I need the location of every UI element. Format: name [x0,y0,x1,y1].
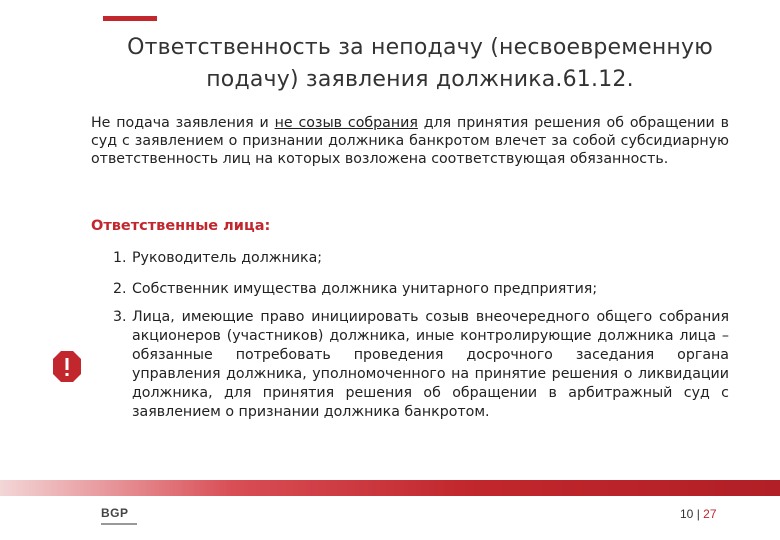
list-item-number: 1. [113,250,127,266]
body-paragraph [91,114,729,168]
exclamation-octagon-icon [52,350,82,383]
list-item [113,249,729,268]
company-logo [101,507,141,529]
paragraph-part-1: Не подача заявления и [91,115,275,131]
page-total: 27 [703,507,717,521]
page-number [680,507,717,521]
list-item-text: Собственник имущества должника унитарного предприятия; [132,281,598,297]
list-item-text: Руководитель должника; [132,250,323,266]
list-item [113,308,729,422]
paragraph-part-2: для принятия решения об обращении в суд с заявлением о признании должника банкротом влечет за собой субсидиарную ответственность лиц на которых возложена соответствующая обязанность. [91,115,730,167]
title-accent-bar [103,16,157,21]
list-item [113,280,729,299]
logo-text: BGP [101,506,129,520]
paragraph-underline-2: собрания [347,115,418,131]
list-item-text: Лица, имеющие право инициировать созыв внеочередного общего собрания акционеров (участников) должника, иные контролирующие должника лица – обязанные потребовать проведения досрочного заседания органа управления должника, уполномоченного на принятие решения о ликвидации должника, для принятия решения об обращении в арбитражный суд с заявлением о признании должника банкротом. [132,309,729,420]
section-title: Ответственные лица: [91,218,271,234]
logo-underline [101,523,137,525]
footer-band [0,480,780,496]
page-current: 10 [680,507,694,521]
page-separator: | [696,507,700,521]
list-item-number: 2. [113,281,127,297]
paragraph-underline-1: не созыв [274,115,348,131]
slide-title: Ответственность за неподачу (несвоевременную подачу) заявления должника.61.12. [127,35,713,92]
list-item-number: 3. [113,309,127,325]
